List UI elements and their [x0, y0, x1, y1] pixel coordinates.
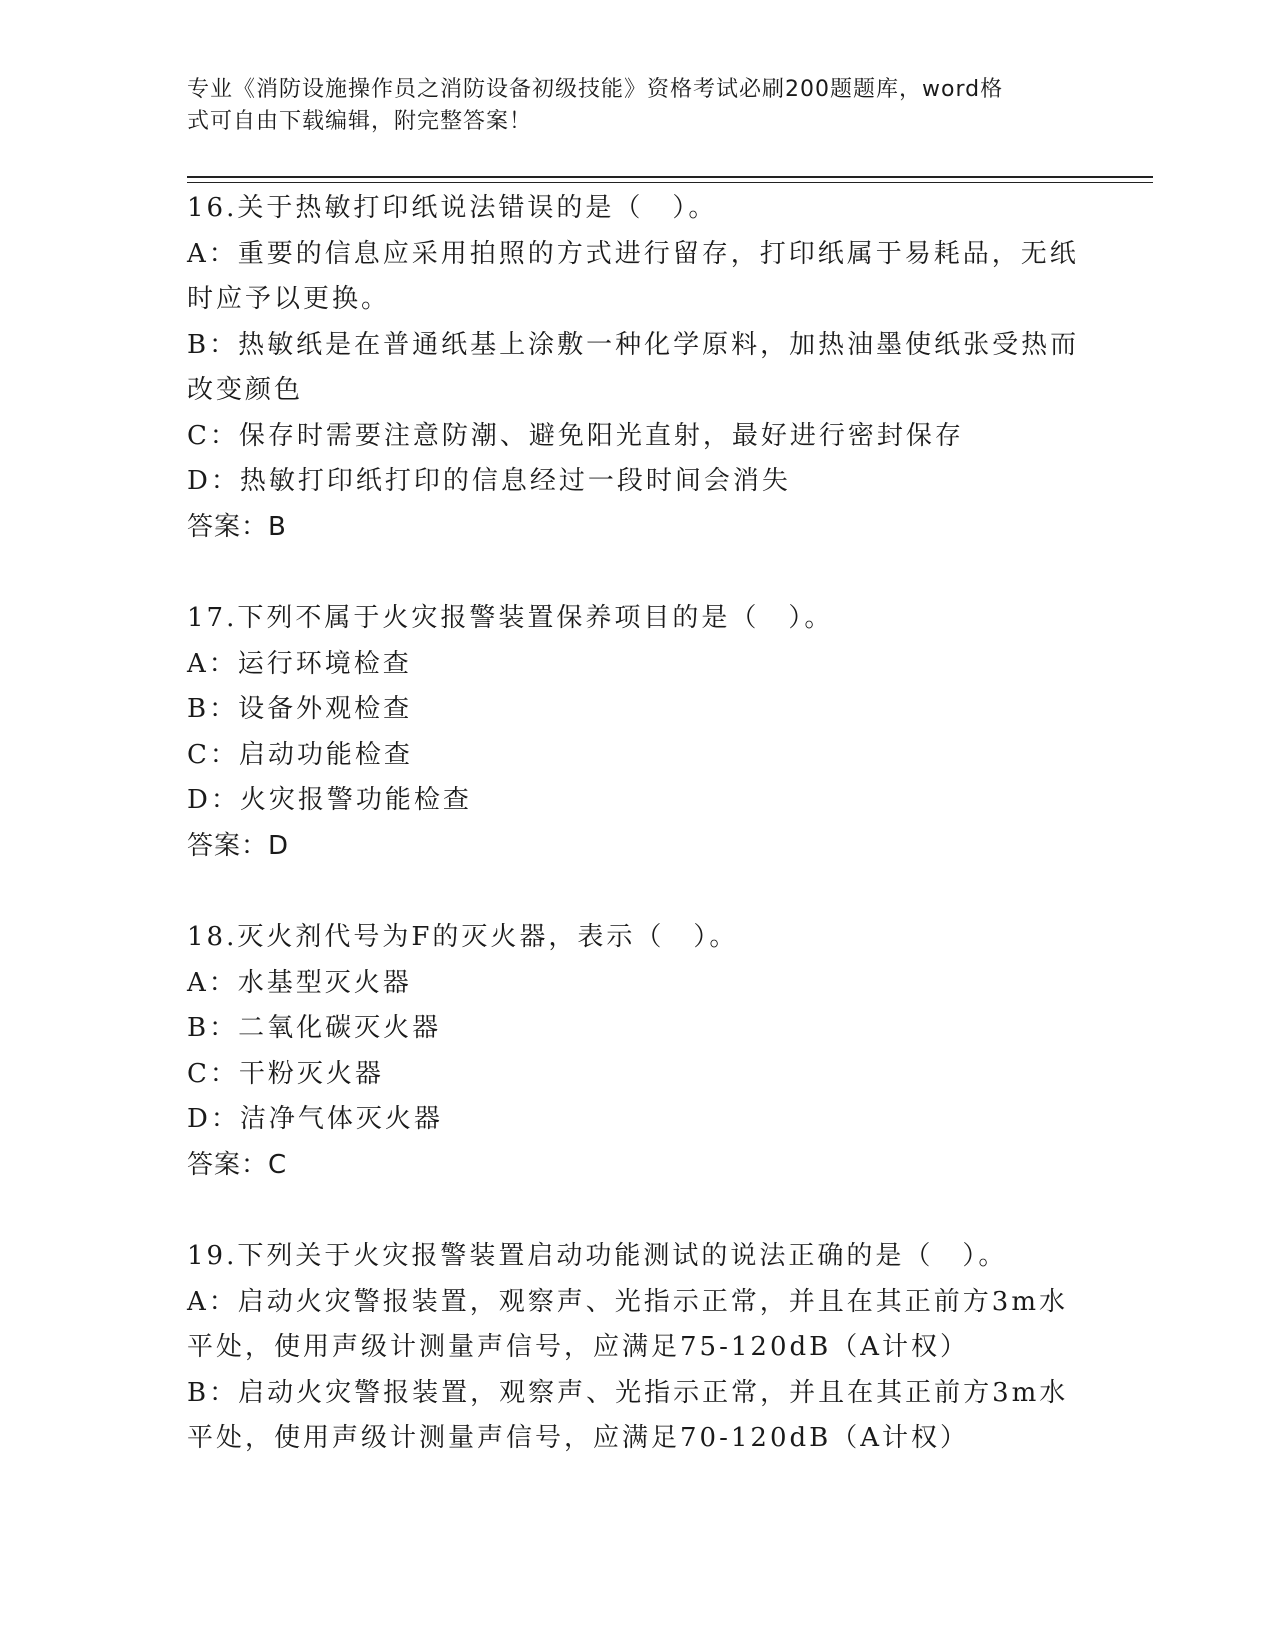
question-spacer: [187, 1188, 1087, 1234]
option-text: B：二氧化碳灭火器: [187, 1013, 442, 1043]
option-text: C：启动功能检查: [187, 739, 413, 770]
option-text: 改变颜色: [187, 375, 304, 405]
option-text: 时应予以更换。: [187, 284, 391, 314]
option-text: B：启动火灾警报装置，观察声、光指示正常，并且在其正前方3m水: [187, 1377, 1069, 1408]
option-text: D：洁净气体灭火器: [187, 1104, 443, 1134]
answer-line: 答案：B: [187, 511, 287, 542]
question-block: [187, 596, 1087, 869]
question-stem: 16.关于热敏打印纸说法错误的是（ ）。: [187, 193, 718, 223]
question-block: [187, 915, 1087, 1188]
question-spacer: [187, 550, 1087, 596]
question-stem: 19.下列关于火灾报警装置启动功能测试的说法正确的是（ ）。: [187, 1241, 1008, 1271]
question-block: [187, 186, 1087, 550]
answer-line: 答案：C: [187, 1149, 288, 1180]
question-list: [187, 186, 1087, 1462]
question-spacer: [187, 869, 1087, 915]
option-text: 平处，使用声级计测量声信号，应满足70-120dB（A计权）: [187, 1423, 970, 1453]
option-text: B：热敏纸是在普通纸基上涂敷一种化学原料，加热油墨使纸张受热而: [187, 329, 1080, 360]
header-divider-thin: [187, 182, 1153, 183]
question-block: [187, 1234, 1087, 1462]
document-header: [187, 74, 1067, 138]
header-line: 专业《消防设施操作员之消防设备初级技能》资格考试必刷200题题库，word格: [187, 77, 1004, 102]
option-text: D：火灾报警功能检查: [187, 785, 472, 815]
option-text: A：运行环境检查: [187, 648, 412, 679]
question-stem: 17.下列不属于火灾报警装置保养项目的是（ ）。: [187, 603, 834, 633]
header-line: 式可自由下载编辑，附完整答案！: [187, 109, 533, 134]
option-text: C：干粉灭火器: [187, 1058, 384, 1089]
option-text: A：启动火灾警报装置，观察声、光指示正常，并且在其正前方3m水: [187, 1286, 1068, 1317]
option-text: C：保存时需要注意防潮、避免阳光直射，最好进行密封保存: [187, 420, 964, 451]
question-stem: 18.灭火剂代号为F的灭火器，表示（ ）。: [187, 922, 739, 952]
option-text: B：设备外观检查: [187, 694, 413, 724]
option-text: D：热敏打印纸打印的信息经过一段时间会消失: [187, 466, 791, 496]
option-text: A：水基型灭火器: [187, 967, 412, 998]
answer-line: 答案：D: [187, 830, 290, 861]
header-divider: [187, 176, 1153, 178]
option-text: 平处，使用声级计测量声信号，应满足75-120dB（A计权）: [187, 1332, 970, 1362]
option-text: A：重要的信息应采用拍照的方式进行留存，打印纸属于易耗品，无纸: [187, 238, 1079, 269]
